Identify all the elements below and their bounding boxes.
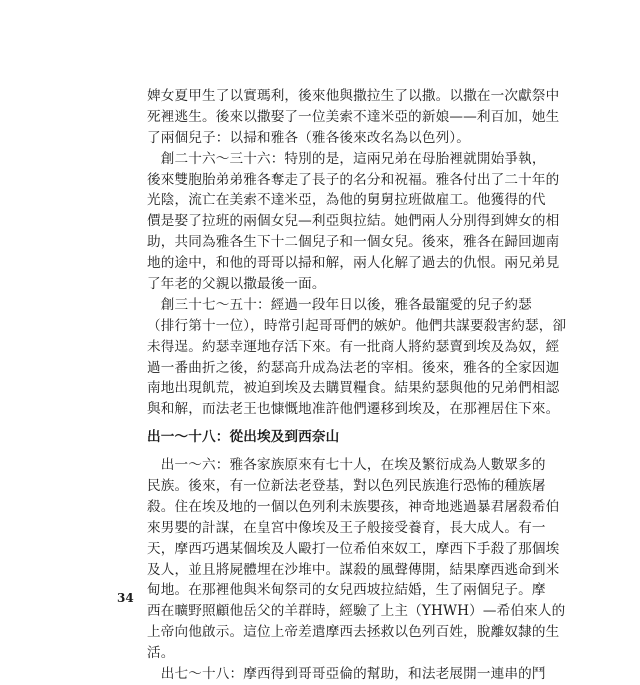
body-text	[147, 86, 567, 685]
paragraph-line: 死裡逃生。後來以撒娶了一位美索不達米亞的新娘——利百加，她生	[147, 108, 560, 125]
paragraph-line: 創二十六～三十六：特別的是，這兩兄弟在母胎裡就開始爭執，	[147, 150, 546, 167]
paragraph-line: 了兩個兒子：以掃和雅各（雅各後來改名為以色列）。	[147, 129, 471, 146]
page-number: 34	[117, 591, 134, 605]
paragraph-line: 出一～六：雅各家族原來有七十人，在埃及繁衍成為人數眾多的	[147, 457, 546, 474]
paragraph-line: 地的途中，和他的哥哥以掃和解，兩人化解了過去的仇恨。兩兄弟見	[147, 255, 560, 272]
paragraph-line: 西在曠野照顧他岳父的羊群時，經驗了上主（YHWH）—希伯來人的	[147, 603, 566, 620]
paragraph-line: 民族。後來，有一位新法老登基，對以色列民族進行恐怖的種族屠	[147, 478, 546, 495]
paragraph-line: 甸地。在那裡他與米甸祭司的女兒西坡拉結婚，生了兩個兒子。摩	[147, 582, 546, 599]
paragraph-line: 殺。住在埃及地的一個以色列利未族嬰孩，神奇地逃過暴君屠殺希伯	[147, 498, 560, 515]
paragraph-line: 過一番曲折之後，約瑟高升成為法老的宰相。後來，雅各的全家因迦	[147, 359, 560, 376]
paragraph-line: 婢女夏甲生了以實瑪利，後來他與撒拉生了以撒。以撒在一次獻祭中	[147, 88, 560, 104]
paragraph-line: 光陰，流亡在美索不達米亞，為他的舅舅拉班做雇工。他獲得的代	[147, 192, 546, 209]
paragraph-line: 價是娶了拉班的兩個女兒—利亞與拉結。她們兩人分別得到婢女的相	[147, 213, 560, 230]
section-heading: 出一～十八：從出埃及到西奈山	[147, 429, 340, 446]
paragraph-line: 南地出現飢荒，被迫到埃及去購買糧食。結果約瑟與他的兄弟們相認	[147, 380, 560, 397]
paragraph-line: （排行第十一位），時常引起哥哥們的嫉妒。他們共謀要殺害約瑟，卻	[147, 317, 567, 334]
paragraph-line: 出七～十八：摩西得到哥哥亞倫的幫助，和法老展開一連串的鬥	[147, 666, 546, 683]
paragraph-line: 了年老的父親以撒最後一面。	[147, 276, 326, 293]
paragraph-line: 天，摩西巧遇某個埃及人毆打一位希伯來奴工，摩西下手殺了那個埃	[147, 540, 560, 557]
paragraph-line: 來男嬰的計謀，在皇宮中像埃及王子般接受養育，長大成人。有一	[147, 519, 546, 536]
paragraph-line: 與和解，而法老王也慷慨地准許他們遷移到埃及，在那裡居住下來。	[147, 401, 560, 418]
paragraph-line: 未得逞。約瑟幸運地存活下來。有一批商人將約瑟賣到埃及為奴，經	[147, 338, 560, 355]
paragraph-line: 活。	[147, 645, 175, 662]
paragraph-line: 及人，並且將屍體埋在沙堆中。謀殺的風聲傳開，結果摩西逃命到米	[147, 561, 560, 578]
paragraph-line: 上帝向他啟示。這位上帝差遣摩西去拯救以色列百姓，脫離奴隸的生	[147, 624, 560, 641]
paragraph-line: 助，共同為雅各生下十二個兒子和一個女兒。後來，雅各在歸回迦南	[147, 234, 560, 251]
paragraph-line: 後來雙胞胎弟弟雅各奪走了長子的名分和祝福。雅各付出了二十年的	[147, 171, 560, 188]
paragraph-line: 創三十七～五十：經過一段年日以後，雅各最寵愛的兒子約瑟	[147, 296, 532, 313]
